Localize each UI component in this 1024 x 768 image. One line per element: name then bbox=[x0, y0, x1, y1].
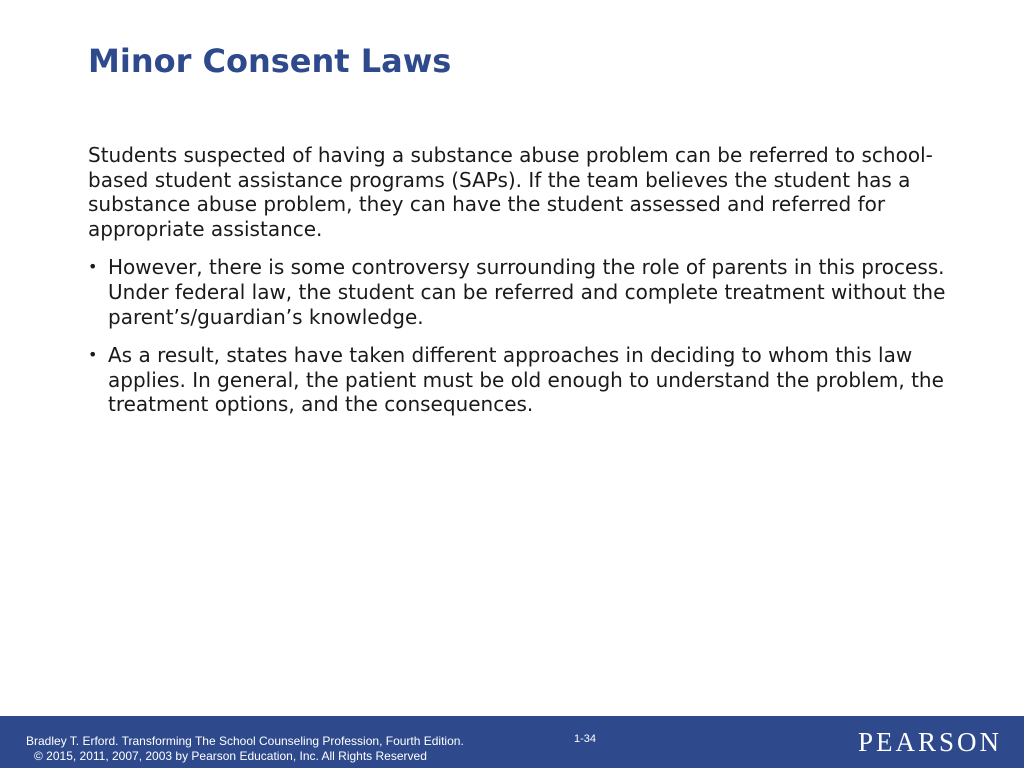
pearson-logo: PEARSON bbox=[857, 727, 1002, 757]
slide-title: Minor Consent Laws bbox=[88, 42, 452, 80]
bullet-list bbox=[88, 255, 948, 417]
bullet-item bbox=[88, 255, 948, 329]
footer-bar bbox=[0, 716, 1024, 768]
bullet-icon: • bbox=[88, 345, 98, 365]
slide-body bbox=[88, 143, 948, 431]
bullet-text: However, there is some controversy surrounding the role of parents in this process. Under federal law, the student can be referred and complete treatment without the parent’s/guardian’s knowledge. bbox=[108, 255, 946, 329]
footer-citation bbox=[26, 734, 464, 764]
citation-line: Bradley T. Erford. Transforming The School Counseling Profession, Fourth Edition. bbox=[26, 734, 464, 748]
page-number: 1-34 bbox=[574, 733, 597, 745]
copyright-line: © 2015, 2011, 2007, 2003 by Pearson Education, Inc. All Rights Reserved bbox=[34, 749, 427, 763]
bullet-item bbox=[88, 343, 948, 417]
bullet-icon: • bbox=[88, 257, 98, 277]
bullet-text: As a result, states have taken different approaches in deciding to whom this law applies. In general, the patient must be old enough to understand the problem, the treatment options, and the consequences. bbox=[108, 343, 944, 417]
intro-paragraph: Students suspected of having a substance abuse problem can be referred to school-based student assistance programs (SAPs). If the team believes the student has a substance abuse problem, they can have the student assessed and referred for appropriate assistance. bbox=[88, 143, 933, 241]
